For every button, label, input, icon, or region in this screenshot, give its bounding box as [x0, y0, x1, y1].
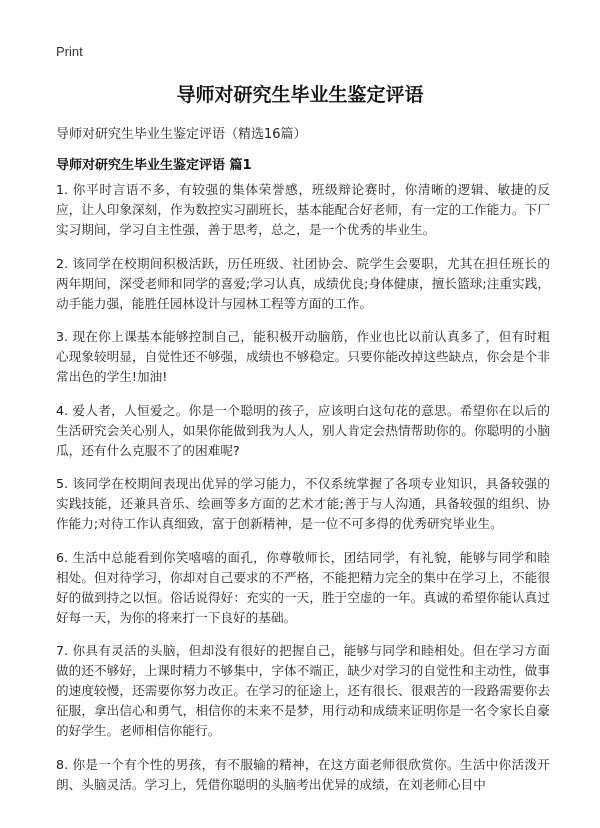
document-subtitle: 导师对研究生毕业生鉴定评语（精选16篇）	[56, 127, 307, 142]
paragraph-5: 5. 该同学在校期间表现出优异的学习能力，不仅系统掌握了各项专业知识，具备较强的实践技能，还兼具音乐、绘画等多方面的艺术才能;善于与人沟通，具备较强的组织、协作能力;对待工作认真细致，富于创新精神，是一位不可多得的优秀研究毕业生。	[56, 476, 550, 531]
paragraph-7: 7. 你具有灵活的头脑，但却没有很好的把握自己，能够与同学和睦相处。但在学习方面做的还不够好，上课时精力不够集中，字体不端正，缺少对学习的自觉性和主动性，做事的速度较慢，还需要你努力改正。在学习的征途上，还有很长、很艰苦的一段路需要你去征服，拿出信心和勇气，相信你的未来不是梦，用行动和成绩来证明你是一名令家长自豪的好学生。老师相信你能行。	[56, 643, 550, 738]
paragraph-list	[56, 180, 550, 808]
print-label[interactable]: Print	[56, 44, 83, 59]
paragraph-4: 4. 爱人者，人恒爱之。你是一个聪明的孩子，应该明白这句花的意思。希望你在以后的生活研究会关心别人，如果你能做到我为人人，别人肯定会热情帮助你的。你聪明的小脑瓜，还有什么克服不了的困难呢?	[56, 402, 550, 458]
section-heading: 导师对研究生毕业生鉴定评语 篇1	[56, 158, 252, 173]
paragraph-2: 2. 该同学在校期间积极活跃，历任班级、社团协会、院学生会要职，尤其在担任班长的两年期间，深受老师和同学的喜爱;学习认真，成绩优良;身体健康，擅长篮球;注重实践，动手能力强，能胜任园林设计与园林工程等方面的工作。	[56, 255, 550, 311]
paragraph-8: 8. 你是一个有个性的男孩，有不服输的精神，在这方面老师很欣赏你。生活中你活泼开朗、头脑灵活。学习上，凭借你聪明的头脑考出优异的成绩，在刘老师心目中	[56, 756, 550, 792]
paragraph-6: 6. 生活中总能看到你笑嘻嘻的面孔，你尊敬师长，团结同学，有礼貌，能够与同学和睦相处。但对待学习，你却对自己要求的不严格，不能把精力完全的集中在学习上，不能很好的做到持之以恒。俗话说得好：充实的一天，胜于空虚的一年。真诚的希望你能认真过好每一天，为你的将来打一下良好的基础。	[56, 549, 550, 625]
document-title: 导师对研究生毕业生鉴定评语	[176, 84, 424, 106]
paragraph-1: 1. 你平时言语不多，有较强的集体荣誉感，班级辩论赛时，你清晰的逻辑、敏捷的反应，让人印象深刻，作为数控实习副班长，基本能配合好老师，有一定的工作能力。下厂实习期间，学习自主性强，善于思考，总之，是一个优秀的毕业生。	[56, 182, 550, 237]
paragraph-3: 3. 现在你上课基本能够控制自己，能积极开动脑筋，作业也比以前认真多了，但有时粗心现象较明显，自觉性还不够强，成绩也不够稳定。只要你能改掉这些缺点，你会是个非常出色的学生!加油!	[56, 329, 550, 384]
